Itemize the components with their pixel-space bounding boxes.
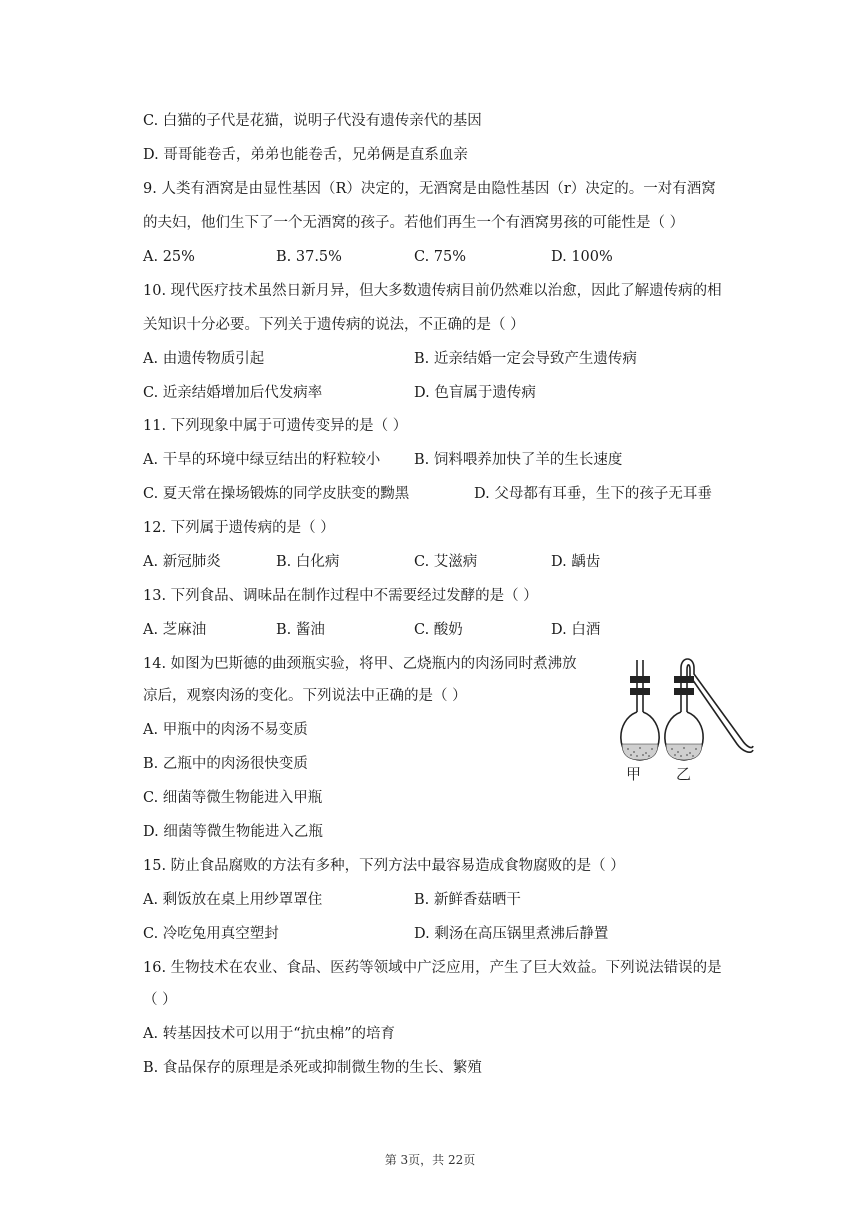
q10-option-b: B. 近亲结婚一定会导致产生遗传病 bbox=[414, 351, 637, 367]
q12-stem: 12. 下列属于遗传病的是（ ） bbox=[143, 520, 335, 536]
q10-option-d: D. 色盲属于遗传病 bbox=[414, 385, 536, 401]
q11-option-b: B. 饲料喂养加快了羊的生长速度 bbox=[414, 452, 623, 468]
q9-option-a: A. 25% bbox=[143, 249, 195, 265]
q13-option-c: C. 酸奶 bbox=[414, 622, 463, 638]
q12-option-d: D. 龋齿 bbox=[551, 554, 601, 570]
q13-option-d: D. 白酒 bbox=[551, 622, 601, 638]
q11-option-c: C. 夏天常在操场锻炼的同学皮肤变的黝黑 bbox=[143, 486, 410, 502]
page-footer: 第 3页，共 22页 bbox=[384, 1153, 476, 1167]
q10-stem-line2: 关知识十分必要。下列关于遗传病的说法，不正确的是（ ） bbox=[143, 317, 525, 333]
q9-option-c: C. 75% bbox=[414, 249, 467, 265]
q9-stem-line2: 的夫妇，他们生下了一个无酒窝的孩子。若他们再生一个有酒窝男孩的可能性是（ ） bbox=[143, 215, 685, 231]
q15-option-b: B. 新鲜香菇晒干 bbox=[414, 892, 521, 908]
q16-stem-line1: 16. 生物技术在农业、食品、医药等领域中广泛应用，产生了巨大效益。下列说法错误的是 bbox=[143, 960, 722, 976]
q11-stem: 11. 下列现象中属于可遗传变异的是（ ） bbox=[143, 418, 408, 434]
q10-option-a: A. 由遗传物质引起 bbox=[143, 351, 265, 367]
q10-option-c: C. 近亲结婚增加后代发病率 bbox=[143, 385, 323, 401]
q15-option-a: A. 剩饭放在桌上用纱罩罩住 bbox=[143, 892, 323, 908]
q14-stem-line1: 14. 如图为巴斯德的曲颈瓶实验，将甲、乙烧瓶内的肉汤同时煮沸放 bbox=[143, 656, 577, 672]
q15-stem: 15. 防止食品腐败的方法有多种，下列方法中最容易造成食物腐败的是（ ） bbox=[143, 858, 625, 874]
q12-option-b: B. 白化病 bbox=[276, 554, 340, 570]
q14-option-a: A. 甲瓶中的肉汤不易变质 bbox=[143, 722, 308, 738]
q16-stem-line2: （ ） bbox=[143, 992, 177, 1008]
q14-option-c: C. 细菌等微生物能进入甲瓶 bbox=[143, 790, 323, 806]
q16-option-b: B. 食品保存的原理是杀死或抑制微生物的生长、繁殖 bbox=[143, 1060, 482, 1076]
q15-option-d: D. 剩汤在高压锅里煮沸后静置 bbox=[414, 926, 609, 942]
q11-option-d: D. 父母都有耳垂，生下的孩子无耳垂 bbox=[474, 486, 712, 502]
flask-label-yi: 乙 bbox=[676, 765, 692, 783]
swan-neck-flask-figure bbox=[612, 654, 756, 784]
q9-option-d: D. 100% bbox=[551, 249, 613, 265]
q15-option-c: C. 冷吃兔用真空塑封 bbox=[143, 926, 279, 942]
q13-option-b: B. 酱油 bbox=[276, 622, 325, 638]
q16-option-a: A. 转基因技术可以用于“抗虫棉”的培育 bbox=[143, 1026, 396, 1042]
q8-option-c: C. 白猫的子代是花猫，说明子代没有遗传亲代的基因 bbox=[143, 113, 482, 129]
q9-option-b: B. 37.5% bbox=[276, 249, 342, 265]
flask-label-jia: 甲 bbox=[626, 765, 642, 783]
q14-stem-line2: 凉后，观察肉汤的变化。下列说法中正确的是（ ） bbox=[143, 688, 467, 704]
q13-option-a: A. 芝麻油 bbox=[143, 622, 207, 638]
q12-option-a: A. 新冠肺炎 bbox=[143, 554, 221, 570]
q14-option-d: D. 细菌等微生物能进入乙瓶 bbox=[143, 824, 323, 840]
q10-stem-line1: 10. 现代医疗技术虽然日新月异，但大多数遗传病目前仍然难以治愈，因此了解遗传病的相 bbox=[143, 283, 722, 299]
q9-stem-line1: 9. 人类有酒窝是由显性基因（R）决定的，无酒窝是由隐性基因（r）决定的。一对有酒窝 bbox=[143, 181, 716, 197]
q11-option-a: A. 干旱的环境中绿豆结出的籽粒较小 bbox=[143, 452, 381, 468]
q14-option-b: B. 乙瓶中的肉汤很快变质 bbox=[143, 756, 308, 772]
q8-option-d: D. 哥哥能卷舌，弟弟也能卷舌，兄弟俩是直系血亲 bbox=[143, 147, 468, 163]
q13-stem: 13. 下列食品、调味品在制作过程中不需要经过发酵的是（ ） bbox=[143, 588, 538, 604]
q12-option-c: C. 艾滋病 bbox=[414, 554, 478, 570]
